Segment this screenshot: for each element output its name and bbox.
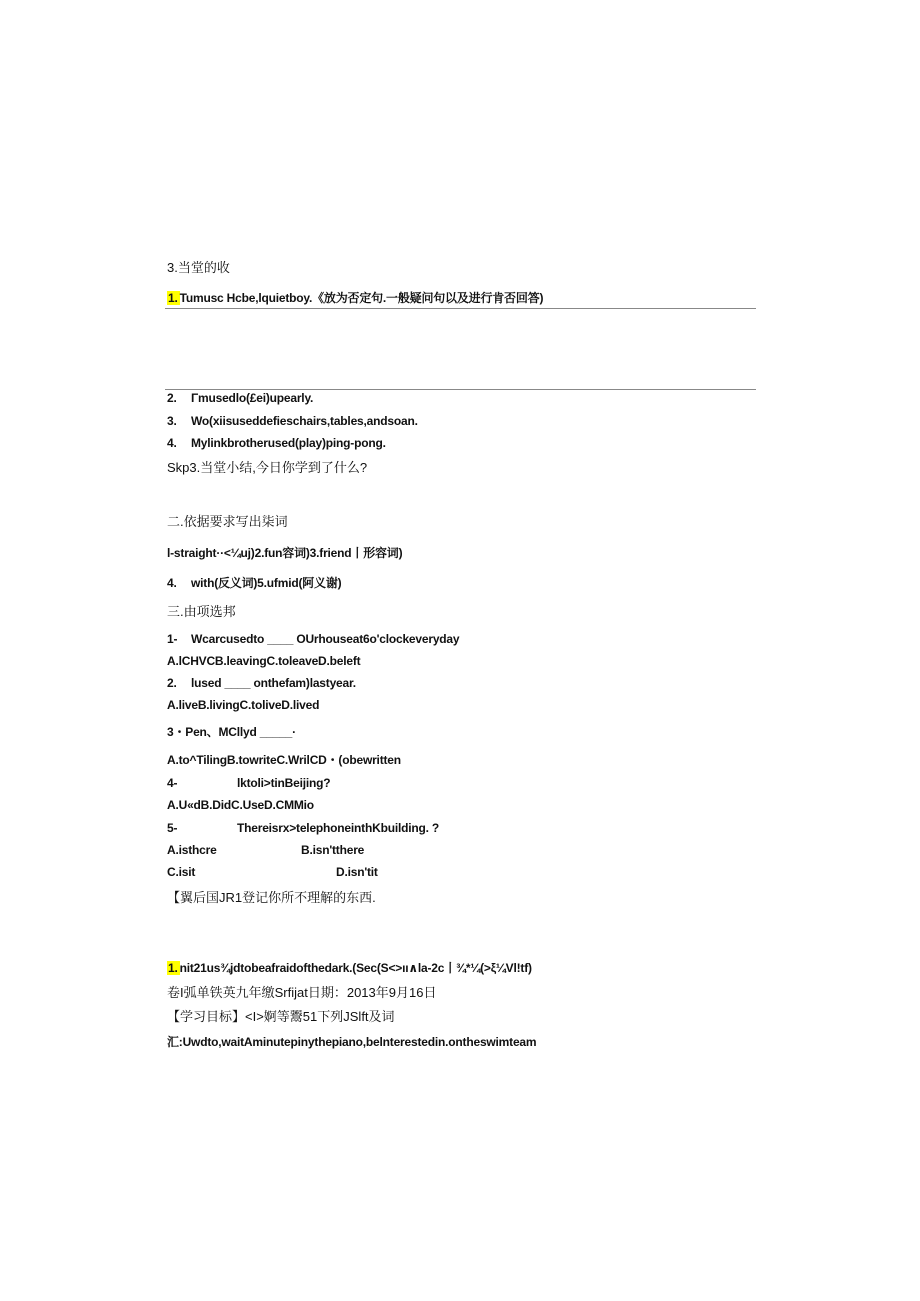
exercise-line-2: 2. Γmusedlo(£ei)upearly. <box>167 391 314 405</box>
question-4: 4- lktoli>tinBeijing? <box>167 776 331 790</box>
question-5-options-cd: C.isit D.isn'tit <box>167 865 378 879</box>
reflection-heading: 【翼后国JR1登记你所不理解的东西. <box>167 890 376 905</box>
section-heading-class-harvest: 3.当堂的收 <box>167 260 230 275</box>
question-2: 2. lused ____ onthefam)lastyear. <box>167 676 356 690</box>
summary-heading: Skp3.当堂小结,今日你学到了什么? <box>167 460 368 475</box>
section-heading-multiple-choice: 三.由项选邦 <box>167 604 236 619</box>
unit-title-line: 1. nit21us¾jdtobeafraidofthedark.(Sec(S<>ıı∧la-2c丨¾*¼(>ξ¼Vl!tf) <box>168 961 532 975</box>
exercise-line-1: 1. Tumusc Hcbe,lquietboy.《放为否定句.一般疑问句以及进行肯否回答) <box>168 291 544 305</box>
section-heading-word-forms: 二.依据要求写出柒词 <box>167 514 288 529</box>
highlight-number: 1. <box>168 961 178 975</box>
question-3: 3・Pen、MCllyd _____· <box>167 725 296 739</box>
exercise-line-4: 4. Mylinkbrotherused(play)ping-pong. <box>167 436 386 450</box>
worksheet-date-line: 卷I弧单铁英九年缴Srfijat日期：2013年9月16日 <box>167 985 437 1000</box>
question-5-options-ab: A.isthcre B.isn'tthere <box>167 843 365 857</box>
question-3-options: A.to^TilingB.towriteC.WrilCD・(obewritten <box>167 753 401 767</box>
question-1-options: A.lCHVCB.leavingC.toleaveD.beleft <box>167 654 361 668</box>
question-2-options: A.liveB.livingC.toliveD.lived <box>167 698 320 712</box>
learning-goals-line: 【学习目标】<I>婀等鬻51下列JSlft及词 <box>167 1009 395 1024</box>
question-1: 1- Wcarcusedto ____ OUrhouseat6o'clockeveryday <box>167 632 460 646</box>
question-4-options: A.U«dB.DidC.UseD.CMMio <box>167 798 314 812</box>
word-form-line-1: l-straight··<¼uj)2.fun容词)3.friend丨形容词) <box>167 546 403 560</box>
exercise-line-3: 3. Wo(xiisuseddefieschairs,tables,andsoan. <box>167 414 418 428</box>
answer-top-rule <box>165 308 756 309</box>
question-5: 5- Thereisrx>telephoneinthKbuilding. ? <box>167 821 440 835</box>
vocabulary-line: 汇:Uwdto,waitAminutepinythepiano,belnterestedin.ontheswimteam <box>167 1035 537 1049</box>
word-form-line-2: 4. with(反义词)5.ufmid(阿义谢) <box>167 576 342 590</box>
highlight-number: 1. <box>168 291 178 305</box>
